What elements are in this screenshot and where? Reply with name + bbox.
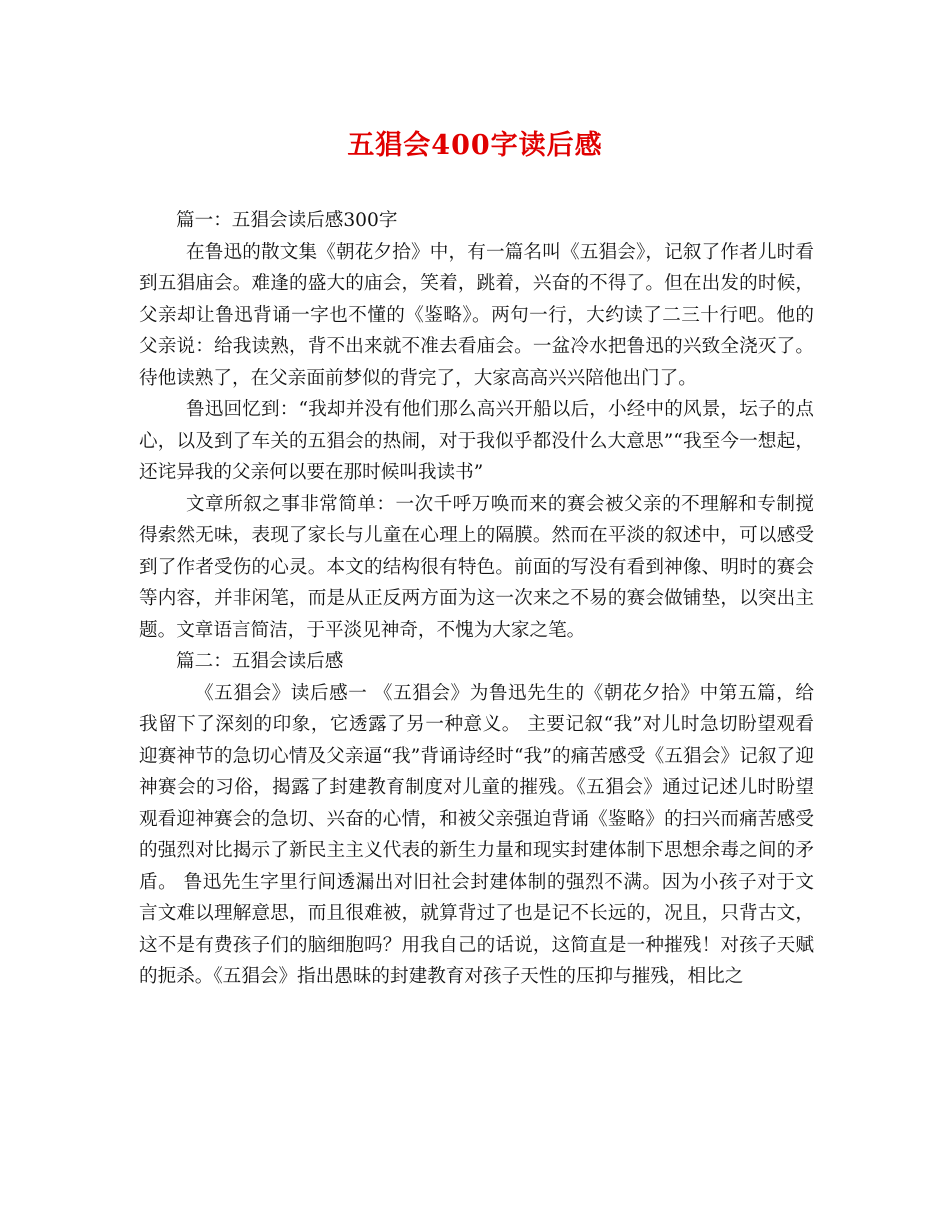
section-1-paragraph-2: 鲁迅回忆到：“我却并没有他们那么高兴开船以后，小经中的风景，坛子的点心，以及到了车关的五猖会的热闹，对于我似乎都没什么大意思”“我至今一想起，还诧异我的父亲何以要在那时候叫我读书” xyxy=(139,399,814,483)
document-body xyxy=(139,205,814,993)
document-title: 五猖会400字读后感 xyxy=(347,130,603,161)
section-2-heading: 篇二：五猖会读后感 xyxy=(176,651,344,672)
section-1-paragraph-1: 在鲁迅的散文集《朝花夕拾》中，有一篇名叫《五猖会》，记叙了作者儿时看到五猖庙会。难逢的盛大的庙会，笑着，跳着，兴奋的不得了。但在出发的时候，父亲却让鲁迅背诵一字也不懂的《鉴略》。两句一行，大约读了二三十行吧。他的父亲说：给我读熟，背不出来就不准去看庙会。一盆冷水把鲁迅的兴致全浇灭了。待他读熟了，在父亲面前梦似的背完了，大家高高兴兴陪他出门了。 xyxy=(139,241,814,389)
section-2-paragraph-1: 《五猖会》读后感一 《五猖会》为鲁迅先生的《朝花夕拾》中第五篇，给我留下了深刻的印象，它透露了另一种意义。 主要记叙“我”对儿时急切盼望观看迎赛神节的急切心情及父亲逼“我”背诵诗经时“我”的痛苦感受《五猖会》记叙了迎神赛会的习俗，揭露了封建教育制度对儿童的摧残。《五猖会》通过记述儿时盼望观看迎神赛会的急切、兴奋的心情，和被父亲强迫背诵《鉴略》的扫兴而痛苦感受的强烈对比揭示了新民主主义代表的新生力量和现实封建体制下思想余毒之间的矛盾。 鲁迅先生字里行间透漏出对旧社会封建体制的强烈不满。因为小孩子对于文言文难以理解意思，而且很难被，就算背过了也是记不长远的，况且，只背古文，这不是有费孩子们的脑细胞吗？用我自己的话说，这简直是一种摧残！对孩子天赋的扼杀。《五猖会》指出愚昧的封建教育对孩子天性的压抑与摧残，相比之 xyxy=(139,682,814,987)
section-1-heading: 篇一：五猖会读后感300字 xyxy=(176,210,398,231)
section-1-paragraph-3: 文章所叙之事非常简单：一次千呼万唤而来的赛会被父亲的不理解和专制搅得索然无味，表现了家长与儿童在心理上的隔膜。然而在平淡的叙述中，可以感受到了作者受伤的心灵。本文的结构很有特色。前面的写没有看到神像、明时的赛会等内容，并非闲笔，而是从正反两方面为这一次来之不易的赛会做铺垫，以突出主题。文章语言简洁，于平淡见神奇，不愧为大家之笔。 xyxy=(139,493,814,641)
